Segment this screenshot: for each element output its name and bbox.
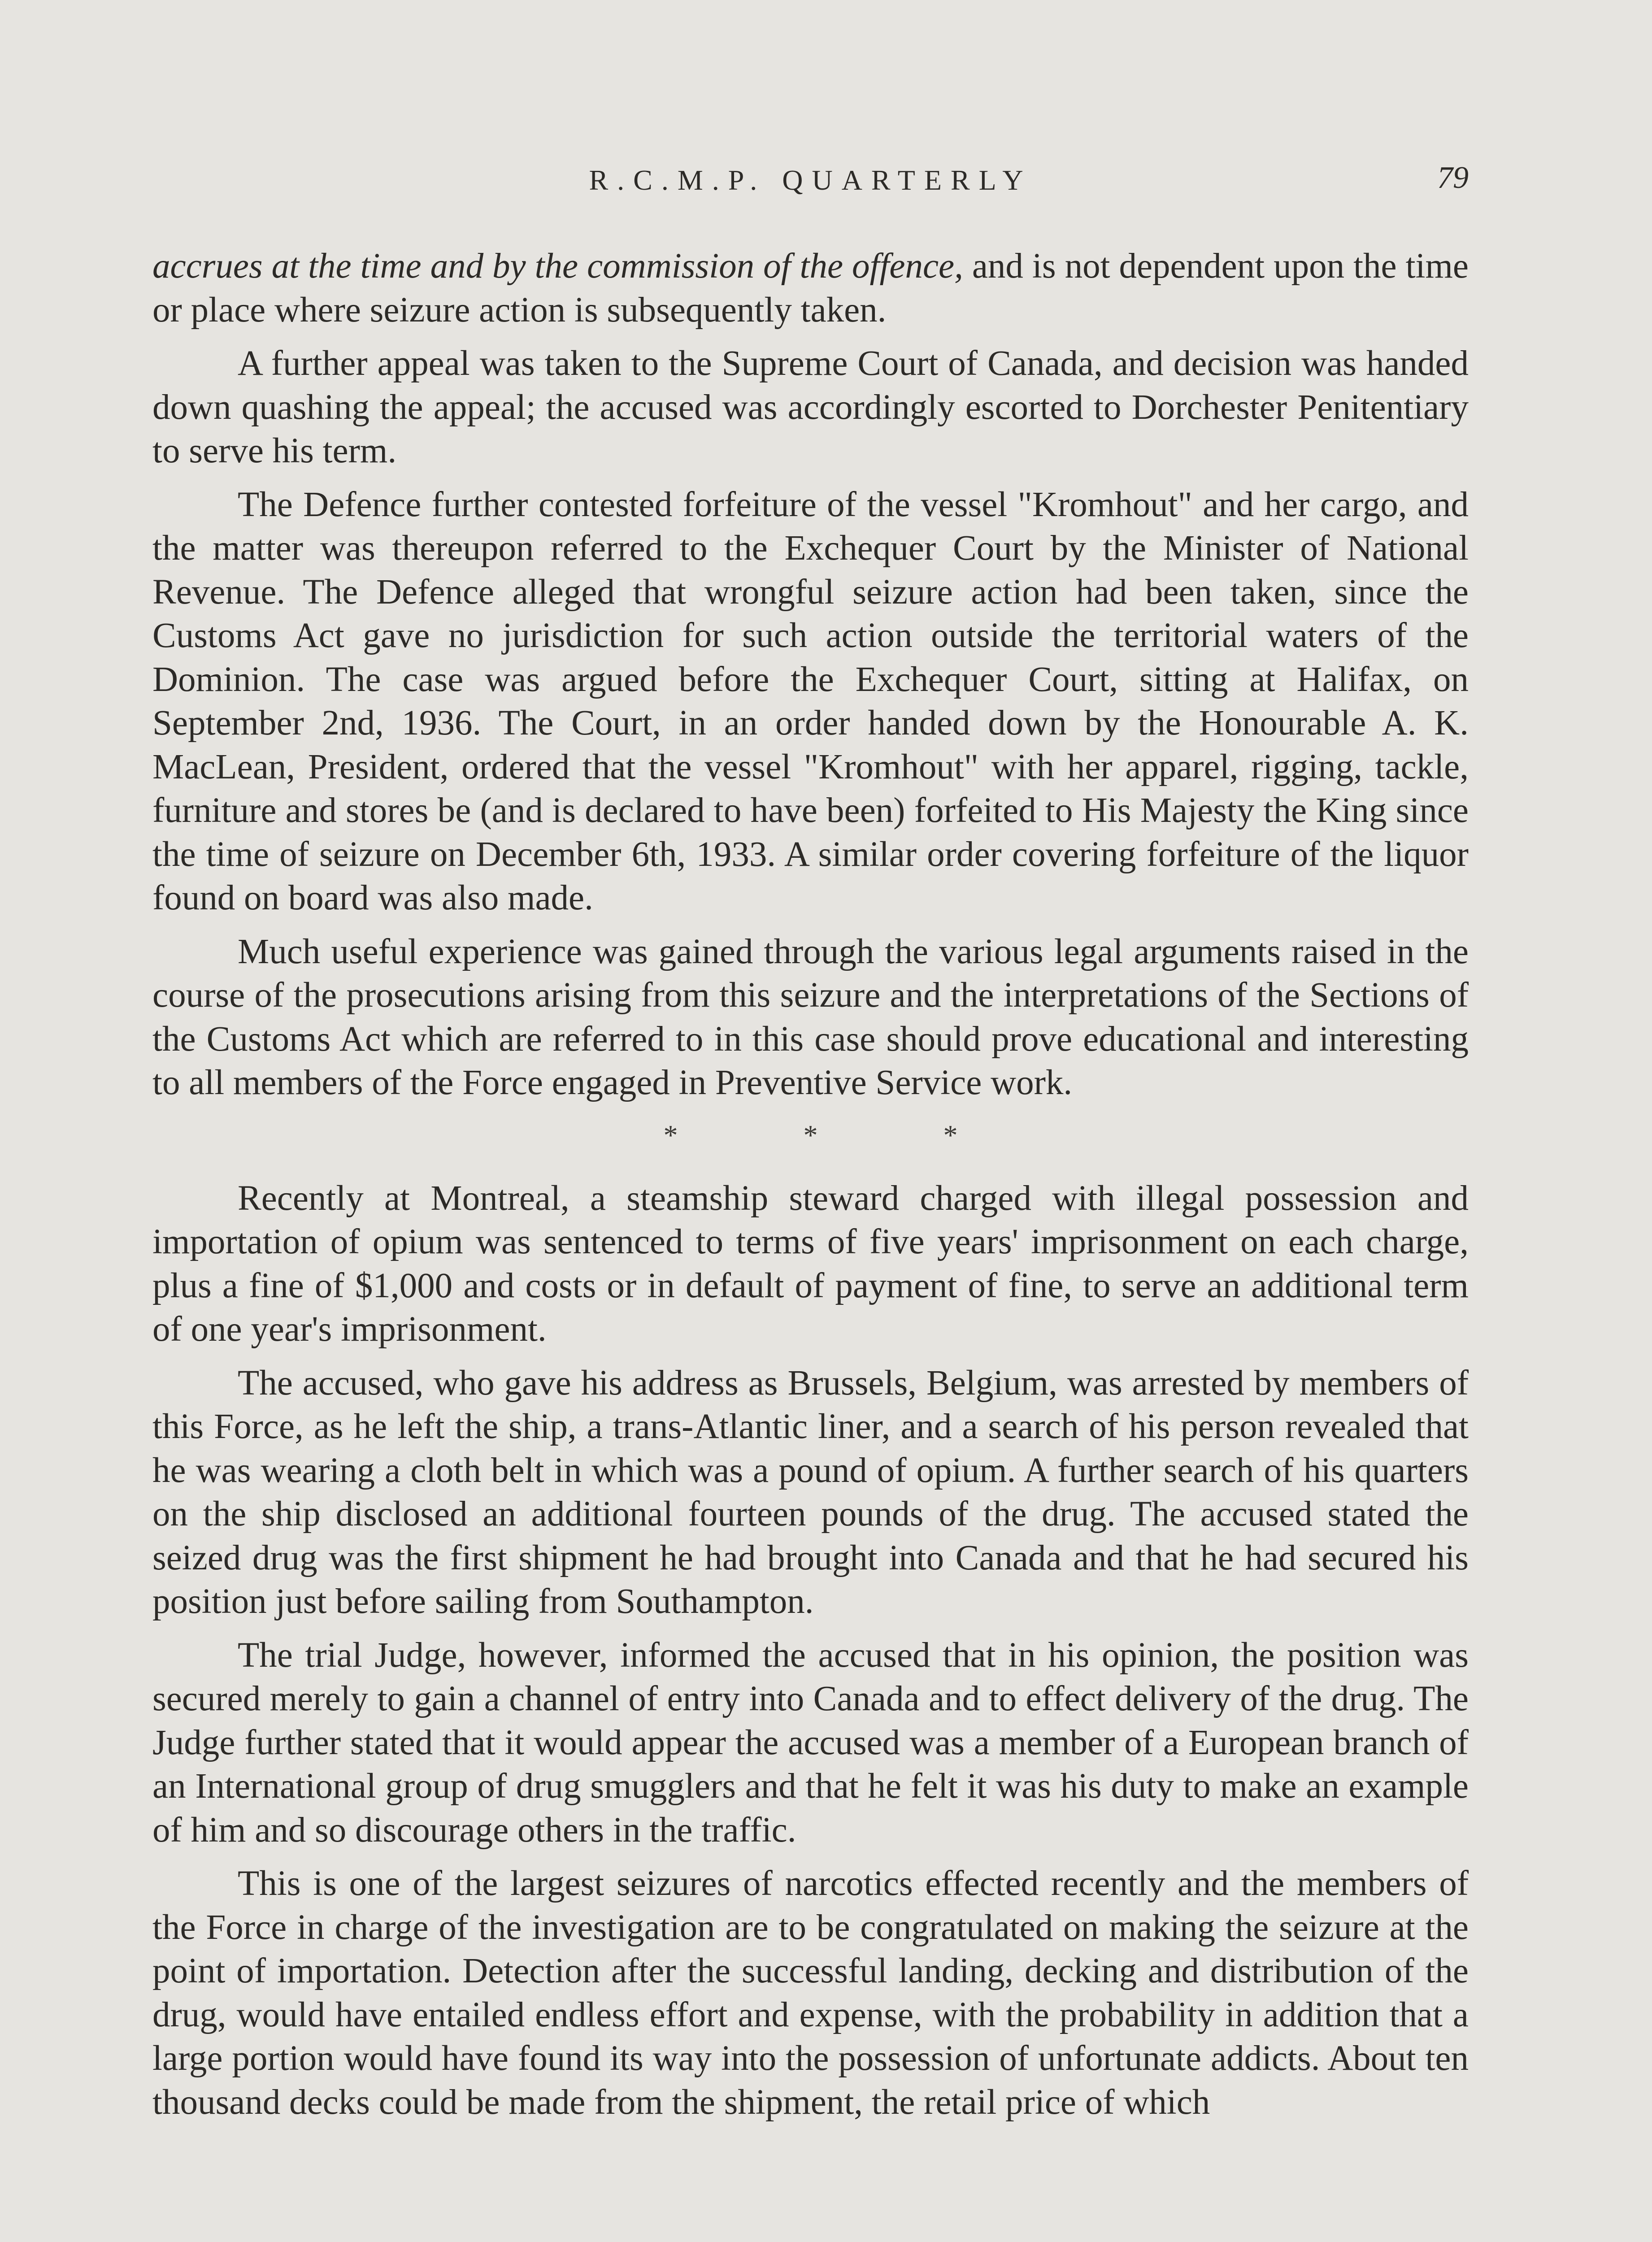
page-number: 79 <box>1437 161 1469 195</box>
separator-asterisk: * <box>663 1119 678 1151</box>
paragraph-2: A further appeal was taken to the Supreme Court of Canada, and decision was handed down quashing the appeal; the accused was accordingly escorted to Dorchester Penitentiary to serve his term. <box>152 344 1469 470</box>
paragraph-5: Recently at Montreal, a steamship steward charged with illegal possession and importation of opium was sentenced to terms of five years' imprisonment on each charge, plus a fine of $1,000 and costs or in default of payment of fine, to serve an additional term of one year's imprisonment. <box>152 1178 1469 1349</box>
paragraph-1-italic: accrues at the time and by the commission of the offence, <box>152 247 963 286</box>
paragraph-3: The Defence further contested forfeiture of the vessel "Kromhout" and her cargo, and the matter was thereupon referred to the Exchequer Court by the Minister of National Revenue. The Defence alleged that wrongful seizure action had been taken, since the Customs Act gave no jurisdiction for such action outside the territorial waters of the Dominion. The case was argued before the Exchequer Court, sitting at Halifax, on September 2nd, 1936. The Court, in an order handed down by the Honourable A. K. MacLean, President, ordered that the vessel "Kromhout" with her apparel, rigging, tackle, furniture and stores be (and is declared to have been) forfeited to His Majesty the King since the time of seizure on December 6th, 1933. A similar order covering forfeiture of the liquor found on board was also made. <box>152 485 1469 917</box>
paragraph-7: The trial Judge, however, informed the accused that in his opinion, the position was secured merely to gain a channel of entry into Canada and to effect delivery of the drug. The Judge further stated that it would appear the accused was a member of a European branch of an International group of drug smugglers and that he felt it was his duty to make an example of him and so discourage others in the traffic. <box>152 1635 1469 1850</box>
paragraph-4: Much useful experience was gained through the various legal arguments raised in the course of the prosecutions arising from this seizure and the interpretations of the Sections of the Customs Act which are referred to in this case should prove educational and interesting to all members of the Force engaged in Preventive Service work. <box>152 932 1469 1102</box>
running-head: R.C.M.P. QUARTERLY <box>589 164 1032 196</box>
paragraph-1 <box>152 244 1469 332</box>
paragraph-1-rest: and is not dependent upon the time or place where seizure action is subsequently taken. <box>152 247 1469 330</box>
separator-asterisk: * <box>943 1119 958 1151</box>
paragraph-8: This is one of the largest seizures of narcotics effected recently and the members of the Force in charge of the investigation are to be congratulated on making the seizure at the point of importation. Detection after the successful landing, decking and distribution of the drug, would have entailed endless effort and expense, with the probability in addition that a large portion would have found its way into the possession of unfortunate addicts. About ten thousand decks could be made from the shipment, the retail price of which <box>152 1864 1469 2122</box>
paragraph-6: The accused, who gave his address as Brussels, Belgium, was arrested by members of this Force, as he left the ship, a trans-Atlantic liner, and a search of his person revealed that he was wearing a cloth belt in which was a pound of opium. A further search of his quarters on the ship disclosed an additional fourteen pounds of the drug. The accused stated the seized drug was the first shipment he had brought into Canada and that he had secured his position just before sailing from Southampton. <box>152 1363 1469 1621</box>
body-text <box>152 244 1469 2134</box>
section-separator <box>152 1117 1469 1153</box>
separator-asterisk: * <box>803 1119 818 1151</box>
page-header <box>152 161 1469 209</box>
